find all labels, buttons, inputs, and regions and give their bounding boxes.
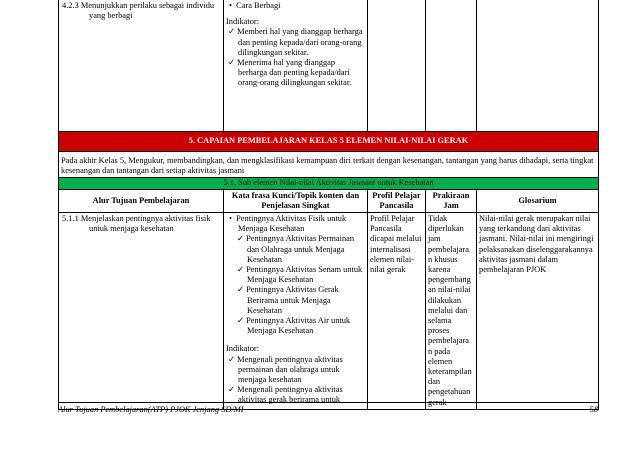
check-icon: ✓ [237,316,247,326]
topic-cell: • Pentingnya Aktivitas Fisik untuk Menjaga Kesehatan ✓ Pentingnya Aktivitas Permainan dan Olahraga untuk Menjaga Kesehatan ✓ Pentingnya Aktivitas Senam untuk Menjaga Kesehatan ✓ Pentingnya Aktivitas Gerak Berirama untuk Menjaga Kesehatan ✓ Pentingnya Aktivitas Air untuk Menjaga Kesehatan Indikator: ✓ Mengenali pentingnya aktivitas permainan dan olahraga untuk menjaga kesehatan ✓ Mengenali pentingnya aktivitas aktivitas gerak berirama untuk [224,213,368,410]
jam-cell: Tidak diperlukan jam pembelajara n khusus karena pengembang an nilai-nilai dilakukan melalui dan selama proses pembelajara n pada elemen keterampilan dan pengetahuan gerak [426,213,477,410]
check-icon: ✓ [237,285,247,295]
section-row [59,132,599,152]
indikator-label: Indikator: [226,344,260,354]
bullet-icon: • [229,1,237,10]
indikator-label: Indikator: [226,17,260,27]
header-profil: Profil Pelajar Pancasila [368,189,426,212]
glosarium-cell [477,0,599,132]
header-jam: Prakiraan Jam [426,189,477,212]
header-atp: Alur Tujuan Pembelajaran [59,189,224,212]
header-topic: Kata frasa Kunci/Topik konten dan Penjelasan Singkat [224,189,368,212]
check-icon: ✓ [237,234,247,244]
page-number: 58 [589,405,598,414]
table-row [59,213,599,410]
section-title: 5. CAPAIAN PEMBELAJARAN KELAS 5 ELEMEN NILAI-NILAI GERAK [59,132,599,152]
check-icon: ✓ [228,354,238,364]
check-icon: ✓ [228,385,238,395]
check-icon: ✓ [228,27,238,37]
table-row [59,0,599,132]
sub-element-row [59,178,599,189]
sub-element-title: 5.1. Sub elemen Nilai-nilai Aktivitas Jasmani untuk Kesehatan [59,178,599,189]
topic-cell: • Cara Berbagi Indikator: ✓ Memberi hal yang dianggap berharga dan penting kepada/dari orang-orang dilingkungan sekitar. ✓ Menerima hal yang dianggap berharga dan penting kepada/dari orang-orang dilingkungan sekitar. [224,0,368,132]
check-icon: ✓ [228,58,238,68]
check-icon: ✓ [237,265,247,275]
desc-row [59,152,599,178]
glosarium-cell: Nilai-nilai gerak merupakan nilai yang terkandung dari aktivitas jasmani. Nilai-nilai ini mengiringi pelaksanakan diselenggarakannya aktivitas jasmani dalam pembelajaran PJOK [477,213,599,410]
atp-cell: 5.1.1 Menjelaskan pentingnya aktivitas fisik untuk menjaga kesehatan [59,213,224,410]
header-row [59,189,599,212]
jam-cell [426,0,477,132]
profil-cell [368,0,426,132]
atp-table [58,0,599,410]
bullet-icon: • [229,214,237,224]
profil-cell: Profil Pelajar Pancasila dicapai melalui internalisasi elemen nilai-nilai gerak [368,213,426,410]
section-description: Pada akhir Kelas 5, Mengukur, membandingkan, dan mengklasifikasi kemampuan diri terkait dengan kesenangan, tantangan yang harus dihadapi, serta tingkat kesenangan dan tantangan dari setiap aktivitas jasmani [59,152,599,178]
atp-cell: 4.2.3 Menunjukkan perilaku sebagai individu yang berbagi [59,0,224,132]
footer-title: Alur Tujuan Pembelajaran(ATP) PJOK Jenjang SD/MI [58,405,244,414]
header-glosarium: Glosarium [477,189,599,212]
footer-divider [58,402,598,403]
